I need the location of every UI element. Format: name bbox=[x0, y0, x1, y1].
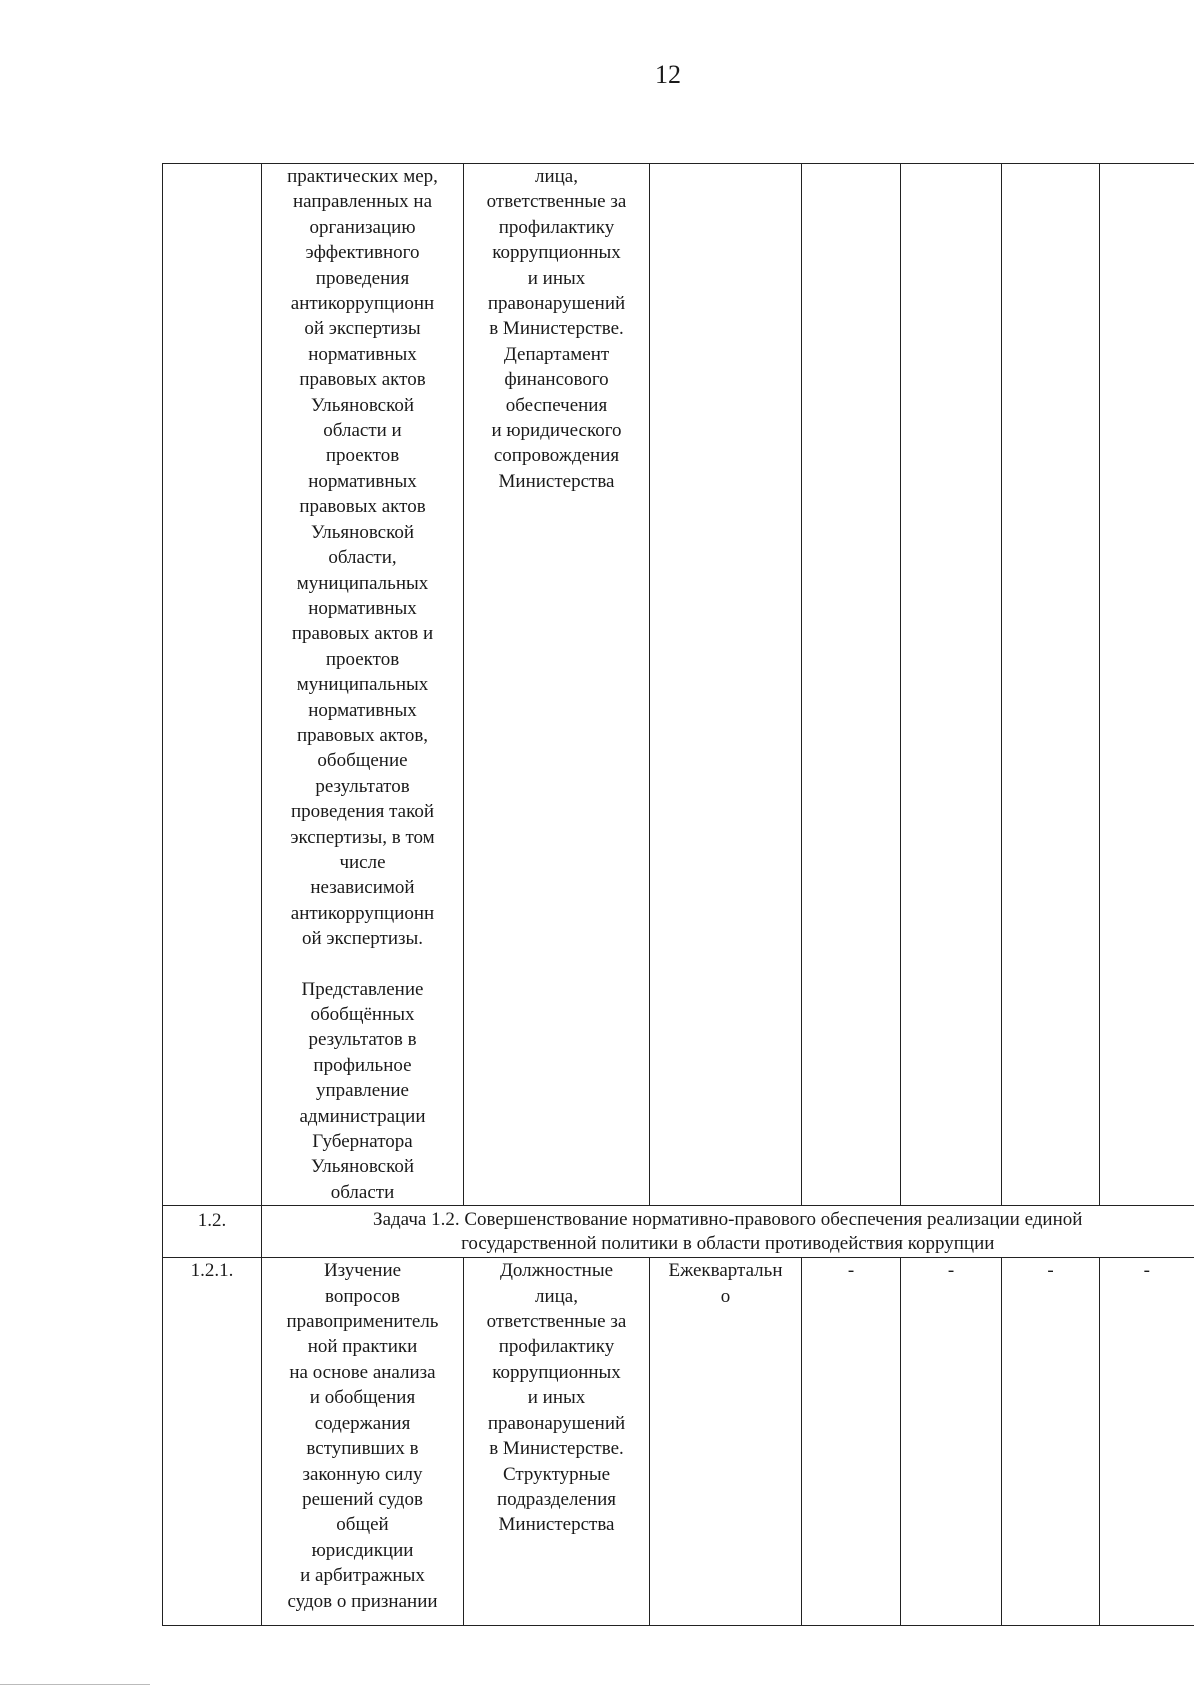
text-line: Министерства bbox=[498, 1514, 615, 1536]
text-line: Департамент bbox=[503, 343, 610, 365]
text-line: профильное bbox=[313, 1054, 412, 1076]
value-cell-1 bbox=[802, 164, 901, 1206]
text-line: ответственные за bbox=[486, 1311, 627, 1333]
value-cell-1: - bbox=[802, 1258, 901, 1626]
text-line: Ульяновской bbox=[310, 521, 415, 543]
text-line: ой экспертизы. bbox=[301, 928, 424, 950]
text-line: Губернатора bbox=[312, 1131, 413, 1153]
text-line: и иных bbox=[527, 1387, 586, 1409]
description-paragraph-2 bbox=[266, 977, 459, 1206]
text-line: ой экспертизы bbox=[304, 318, 421, 340]
responsible-cell bbox=[464, 1258, 650, 1626]
text-line: правовых актов и bbox=[291, 623, 434, 645]
description-cell bbox=[262, 164, 464, 1206]
text-line: направленных на bbox=[292, 191, 433, 213]
value-cell-3: - bbox=[1002, 1258, 1100, 1626]
task-title-cell bbox=[262, 1206, 1194, 1258]
text-line: судов о признании bbox=[287, 1590, 438, 1612]
text-line: муниципальных bbox=[296, 674, 429, 696]
text-line: и арбитражных bbox=[300, 1565, 425, 1587]
text-line: проектов bbox=[325, 648, 400, 670]
text-line: правовых актов bbox=[299, 369, 426, 391]
text-line: и юридического bbox=[491, 420, 622, 442]
text-line: ной практики bbox=[307, 1336, 418, 1358]
text-line: нормативных bbox=[308, 343, 417, 365]
scan-edge-line bbox=[0, 1684, 150, 1685]
responsible-cell bbox=[464, 164, 650, 1206]
text-line: правонарушений bbox=[487, 1412, 626, 1434]
table-row-task bbox=[163, 1206, 1194, 1258]
value-cell-3 bbox=[1002, 164, 1100, 1206]
page-number: 12 bbox=[655, 60, 681, 89]
text-line: Структурные bbox=[502, 1463, 611, 1485]
text-line: области, bbox=[328, 547, 397, 569]
text-line: содержания bbox=[314, 1412, 411, 1434]
text-line: профилактику bbox=[498, 1336, 615, 1358]
text-line: области и bbox=[323, 420, 402, 442]
text-line: проектов bbox=[325, 445, 400, 467]
text-line: лица, bbox=[534, 1285, 578, 1307]
text-line: Должностные bbox=[499, 1260, 614, 1282]
text-line: на основе анализа bbox=[289, 1361, 436, 1383]
period-cell bbox=[650, 164, 802, 1206]
text-line: вступивших в bbox=[306, 1438, 419, 1460]
text-line: Министерства bbox=[498, 470, 615, 492]
text-line: финансового bbox=[504, 369, 609, 391]
description-paragraph-1 bbox=[266, 164, 459, 952]
text-line: управление bbox=[315, 1080, 409, 1102]
text-line: Представление bbox=[301, 978, 424, 1000]
task-number-cell: 1.2. bbox=[163, 1206, 262, 1258]
text-line: юрисдикции bbox=[311, 1539, 414, 1561]
value-cell-4: - bbox=[1100, 1258, 1194, 1626]
text-line: нормативных bbox=[308, 470, 417, 492]
value-cell-2 bbox=[901, 164, 1002, 1206]
text-line: практических мер, bbox=[287, 166, 438, 187]
text-line: правовых актов, bbox=[296, 724, 429, 746]
value-cell-2: - bbox=[901, 1258, 1002, 1626]
text-line: в Министерстве. bbox=[489, 1438, 624, 1460]
text-line: числе bbox=[339, 851, 386, 873]
text-line: коррупционных bbox=[492, 242, 621, 264]
task-title-line-2: государственной политики в области противодействия коррупции bbox=[461, 1233, 995, 1255]
text-line: лица, bbox=[534, 166, 578, 187]
text-line: нормативных bbox=[308, 699, 417, 721]
text-line: результатов в bbox=[308, 1029, 417, 1051]
text-line: Ульяновской bbox=[310, 394, 415, 416]
value-cell-4 bbox=[1100, 164, 1194, 1206]
text-line: профилактику bbox=[498, 216, 615, 238]
row-number-cell: 1.2.1. bbox=[163, 1258, 262, 1626]
text-line: Изучение bbox=[323, 1260, 402, 1282]
text-line: результатов bbox=[315, 775, 410, 797]
text-line: обобщение bbox=[317, 750, 408, 772]
text-line: нормативных bbox=[308, 597, 417, 619]
description-cell bbox=[262, 1258, 464, 1626]
text-line: ответственные за bbox=[486, 191, 627, 213]
text-line: правонарушений bbox=[487, 293, 626, 315]
text-line: и обобщения bbox=[309, 1387, 416, 1409]
text-line: организацию bbox=[309, 216, 416, 238]
task-title-line-1: Задача 1.2. Совершенствование нормативно-правового обеспечения реализации единой bbox=[373, 1209, 1083, 1231]
text-line: решений судов bbox=[302, 1488, 423, 1510]
text-line: антикоррупционн bbox=[290, 293, 435, 315]
description-text bbox=[266, 1258, 459, 1614]
responsible-text bbox=[468, 164, 645, 494]
text-line: экспертизы, в том bbox=[290, 826, 435, 848]
text-line: о bbox=[720, 1285, 731, 1307]
period-cell bbox=[650, 1258, 802, 1626]
text-line: коррупционных bbox=[492, 1361, 621, 1383]
text-line: области bbox=[330, 1181, 395, 1203]
text-line: правовых актов bbox=[299, 496, 426, 518]
text-line: муниципальных bbox=[296, 572, 429, 594]
text-line: антикоррупционн bbox=[290, 902, 435, 924]
text-line: проведения такой bbox=[290, 801, 435, 823]
text-line: подразделения bbox=[497, 1488, 616, 1510]
text-line: независимой bbox=[310, 877, 415, 899]
table-row-1-2-1 bbox=[163, 1258, 1194, 1626]
text-line: администрации bbox=[299, 1105, 426, 1127]
text-line: вопросов bbox=[325, 1285, 400, 1307]
text-line: в Министерстве. bbox=[489, 318, 624, 340]
text-line: законную силу bbox=[302, 1463, 423, 1485]
text-line: общей bbox=[336, 1514, 389, 1536]
text-line: Ежеквартальн bbox=[668, 1260, 783, 1282]
text-line: сопровождения bbox=[493, 445, 620, 467]
responsible-text bbox=[468, 1258, 645, 1537]
text-line: обобщённых bbox=[310, 1004, 415, 1025]
text-line: и иных bbox=[527, 267, 586, 289]
plan-table bbox=[162, 163, 1194, 1626]
text-line: проведения bbox=[315, 267, 410, 289]
text-line: правоприменитель bbox=[286, 1311, 439, 1333]
period-text bbox=[654, 1258, 797, 1309]
text-line: обеспечения bbox=[505, 394, 608, 416]
row-number-cell bbox=[163, 164, 262, 1206]
table-row-continuation bbox=[163, 164, 1194, 1206]
text-line: Ульяновской bbox=[310, 1156, 415, 1178]
text-line: эффективного bbox=[305, 242, 420, 264]
